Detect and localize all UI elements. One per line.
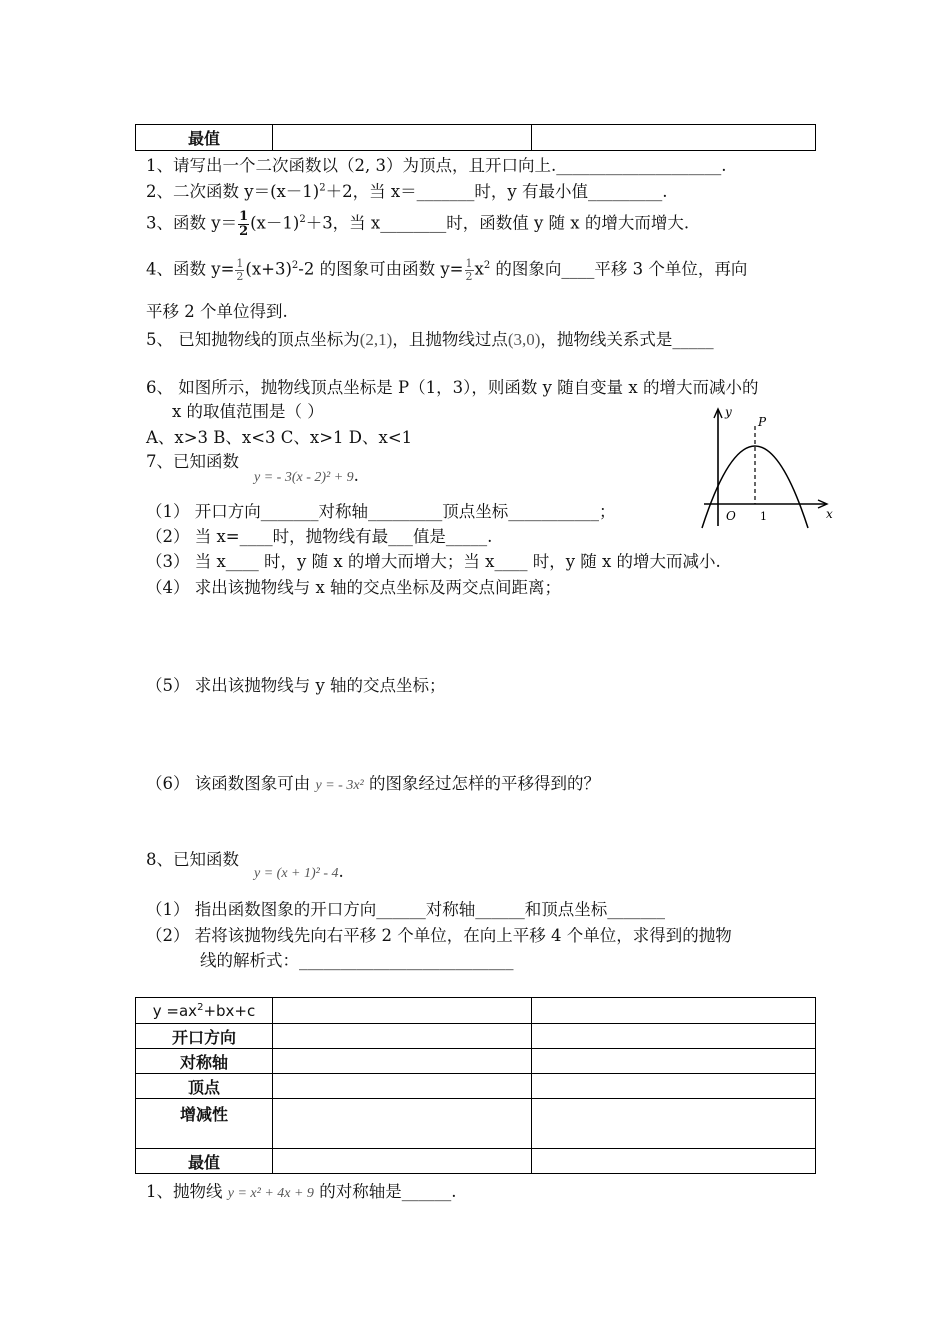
table-cell [532,998,816,1024]
table-cell [532,1074,816,1099]
exponent: 2 [299,214,306,226]
question-4-text: 4、函数 y= [146,259,235,279]
table-cell [273,1149,532,1174]
question-4-text: (x+3) [245,259,292,279]
table-row-label: 顶点 [136,1074,273,1099]
question-7-part-1: （1） 开口方向_______对称轴_________顶点坐标___________； [146,502,616,521]
top-table [135,124,816,151]
question-7-part-4: （4） 求出该抛物线与 x 轴的交点坐标及两交点间距离； [146,578,562,597]
vertex-label: P [758,415,767,429]
question-7-text: （6） 该函数图象可由 [146,774,311,793]
table-cell [532,1099,816,1149]
question-6-options: A、x>3 B、x<3 C、x>1 D、x<1 [146,428,413,447]
question-3-text: ＋3，当 x________时，函数值 y 随 x 的增大而增大. [305,213,690,233]
question-4-text: -2 的图象可由函数 y= [298,259,464,279]
numerator: 1 [236,257,244,270]
question-8-text: 8、已知函数 [146,850,239,869]
question-3 [146,210,689,238]
exponent: 2 [291,260,299,272]
question-6-line-2: x 的取值范围是（ ） [172,402,324,421]
formula: y = - 3x² [315,778,364,793]
table-cell [532,1049,816,1074]
last-question-text: 的对称轴是______. [319,1182,457,1201]
question-8-part-2: （2） 若将该抛物线先向右平移 2 个单位，在向上平移 4 个单位，求得到的抛物 [146,926,732,945]
table-row-label: 对称轴 [136,1049,273,1074]
period: . [338,862,344,881]
question-2-text: 2、二次函数 y＝(x－1) [146,182,320,201]
numerator: 1 [465,257,473,270]
table-cell [532,1149,816,1174]
table-cell [532,1024,816,1049]
table-cell [273,1099,532,1149]
table-row-label: 增减性 [136,1099,273,1149]
last-question [146,1182,456,1203]
y-axis-label: y [725,405,732,419]
question-4-text: 的图象向____平移 3 个单位，再向 [490,259,748,279]
top-table-label: 最值 [136,125,273,151]
origin-label: O [726,509,736,523]
question-7-part-5: （5） 求出该抛物线与 y 轴的交点坐标； [146,676,446,695]
question-5 [146,330,714,350]
denominator: 2 [236,269,244,283]
question-7-part-2: （2） 当 x=____时，抛物线有最___值是_____. [146,527,493,546]
math-point: (3,0) [507,330,541,349]
question-7-text: 的图象经过怎样的平移得到的？ [368,774,600,793]
exponent: 2 [483,260,491,272]
formula: y = (x + 1)² - 4 [254,866,339,881]
denominator: 2 [465,269,473,283]
question-3-text: (x－1) [250,213,300,233]
question-4 [146,258,747,282]
numerator: 1 [239,209,249,224]
table-cell [273,1024,532,1049]
formula: y = x² + 4x + 9 [227,1186,314,1201]
properties-table [135,997,816,1174]
question-5-text: ，抛物线关系式是_____ [540,330,714,349]
exponent: 2 [319,182,326,194]
question-8-formula [254,862,344,883]
question-7-formula [254,466,359,487]
exponent: 2 [197,1001,204,1013]
question-2-text: ＋2，当 x＝_______时，y 有最小值_________. [325,182,668,201]
x-axis-label: x [826,507,833,521]
question-7-part-6 [146,774,600,795]
question-2 [146,182,667,202]
question-4-text: x [474,259,484,279]
table-cell [273,998,532,1024]
question-6: 6、 如图所示，抛物线顶点坐标是 P（1，3），则函数 y 随自变量 x 的增大而减小的 [146,378,759,397]
math-point: (2,1) [359,330,393,349]
top-table-cell [273,125,532,151]
fraction [465,258,474,282]
question-7 [146,452,239,472]
top-table-cell [532,125,816,151]
question-5-text: 5、 已知抛物线的顶点坐标为 [146,330,360,349]
question-7-text: 7、已知函数 [146,452,239,471]
question-8-part-1: （1） 指出函数图象的开口方向______对称轴______和顶点坐标_______ [146,900,665,919]
question-3-text: 3、函数 y＝ [146,213,238,233]
fraction [238,210,249,238]
question-1: 1、请写出一个二次函数以（2, 3）为顶点，且开口向上.____________________. [146,156,727,175]
table-header [136,998,273,1024]
question-8-part-2-line-2: 线的解析式：__________________________ [200,951,514,970]
table-cell [273,1074,532,1099]
fraction [235,258,244,282]
header-text: +bx+c [203,1001,256,1020]
question-4-line-2: 平移 2 个单位得到. [146,302,288,321]
period: . [353,466,359,485]
formula: y = - 3(x - 2)² + 9 [254,470,354,485]
last-question-text: 1、抛物线 [146,1182,223,1201]
denominator: 2 [239,223,249,239]
tick-label: 1 [760,510,767,523]
parabola-graph [698,404,838,530]
table-row-label: 开口方向 [136,1024,273,1049]
question-8 [146,850,239,870]
header-text: y =ax [152,1001,198,1020]
table-row-label: 最值 [136,1149,273,1174]
question-5-text: ，且抛物线过点 [392,330,508,349]
table-cell [273,1049,532,1074]
question-7-part-3: （3） 当 x____ 时，y 随 x 的增大而增大；当 x____ 时，y 随 x 的增大而减小. [146,552,721,571]
